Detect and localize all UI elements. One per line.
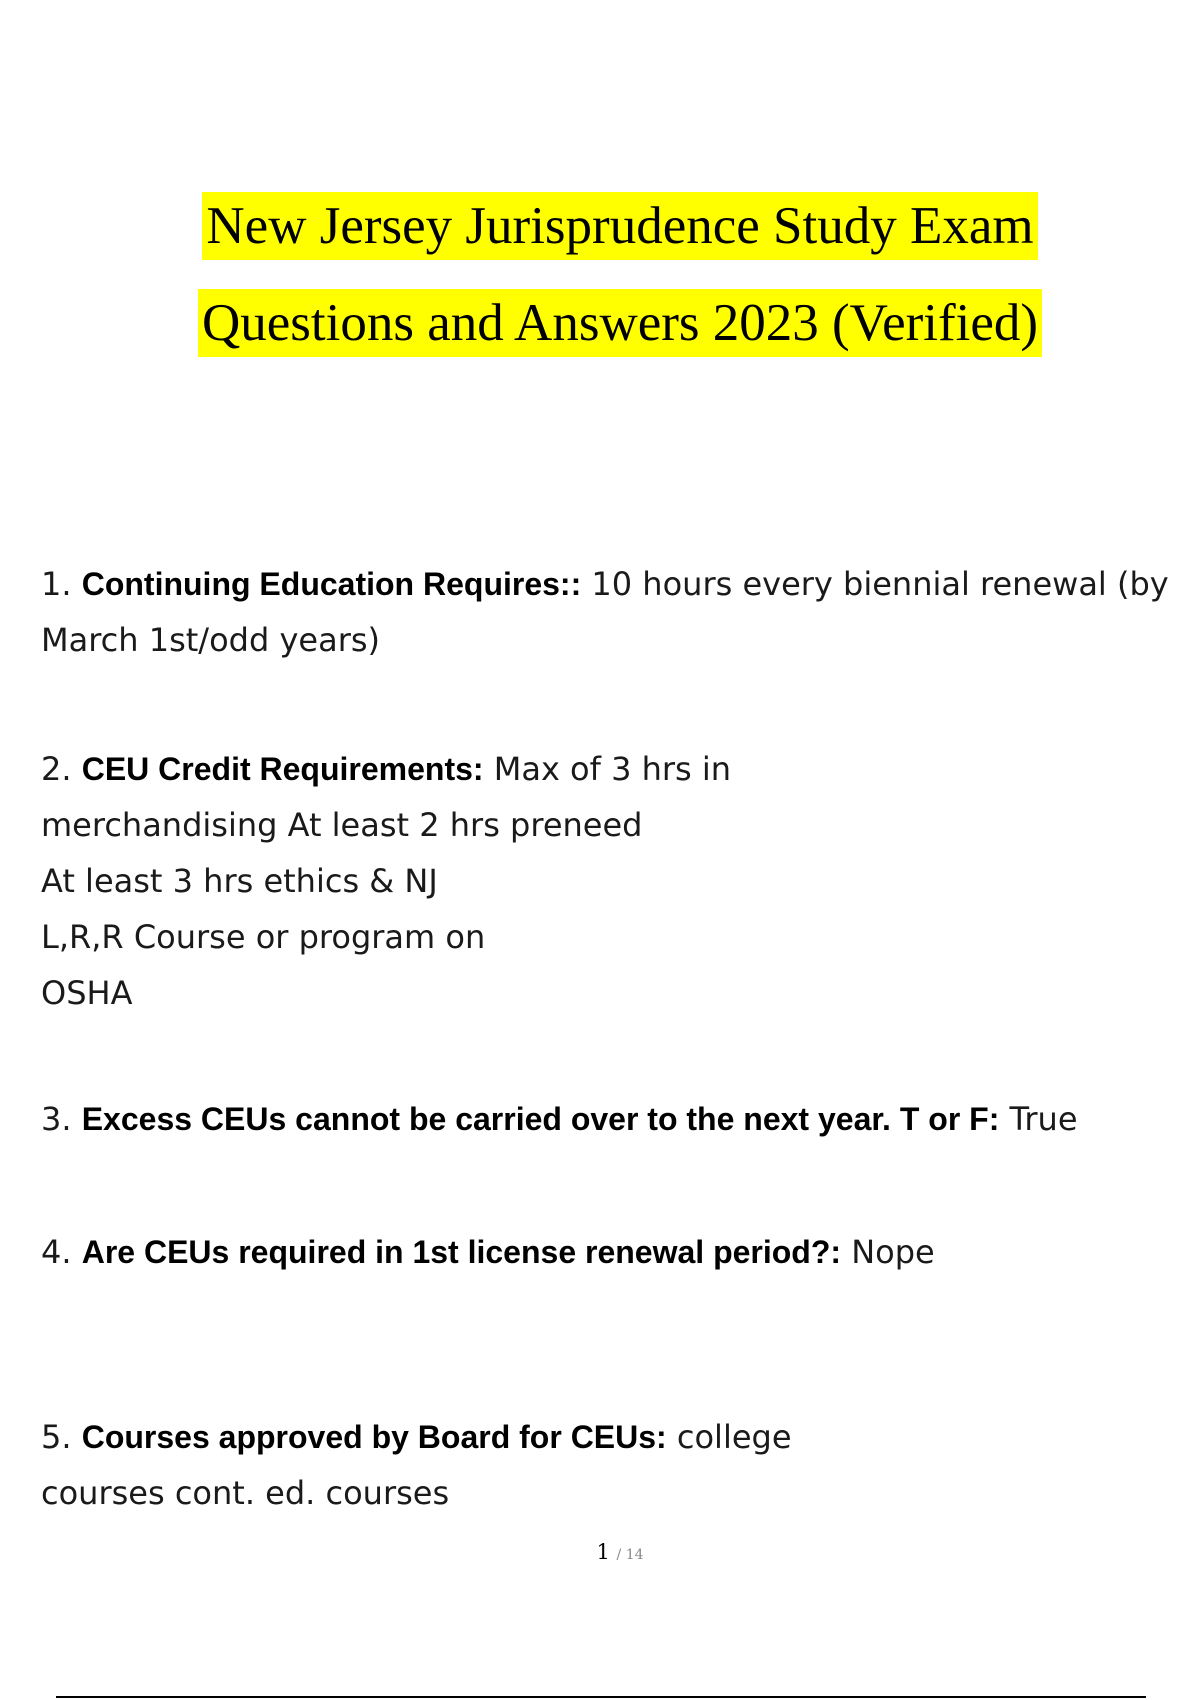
answer-text: L,R,R Course or program on — [41, 918, 486, 956]
question-text: CEU Credit Requirements: — [81, 751, 484, 787]
document-title — [0, 178, 1200, 372]
answer-text: True — [1009, 1100, 1078, 1138]
qa-item-2 — [41, 741, 1181, 1021]
answer-text: Nope — [851, 1233, 935, 1271]
question-number: 2. — [41, 750, 72, 788]
question-number: 4. — [41, 1233, 72, 1271]
answer-text: merchandising At least 2 hrs preneed — [41, 806, 643, 844]
page-number — [0, 1540, 1200, 1564]
question-text: Are CEUs required in 1st license renewal period?: — [81, 1234, 842, 1270]
qa-item-1 — [41, 556, 1181, 668]
question-number: 1. — [41, 565, 72, 603]
answer-text: OSHA — [41, 974, 133, 1012]
title-line-1: New Jersey Jurisprudence Study Exam — [202, 192, 1037, 260]
question-number: 3. — [41, 1100, 72, 1138]
question-text: Excess CEUs cannot be carried over to the next year. T or F: — [81, 1101, 1000, 1137]
title-line-2: Questions and Answers 2023 (Verified) — [198, 289, 1042, 357]
question-text: Continuing Education Requires:: — [81, 566, 582, 602]
qa-item-4 — [41, 1224, 1181, 1280]
answer-text: 10 hours every biennial renewal (by — [591, 565, 1169, 603]
question-text: Courses approved by Board for CEUs: — [81, 1419, 667, 1455]
answer-text: college — [676, 1418, 792, 1456]
qa-item-3 — [41, 1091, 1181, 1147]
answer-text: At least 3 hrs ethics & NJ — [41, 862, 438, 900]
page-current: 1 — [596, 1540, 610, 1564]
answer-text: courses cont. ed. courses — [41, 1474, 450, 1512]
page-total: / 14 — [616, 1547, 644, 1563]
page-divider — [56, 1696, 1146, 1698]
answer-text: Max of 3 hrs in — [493, 750, 732, 788]
answer-text: March 1st/odd years) — [41, 621, 380, 659]
question-number: 5. — [41, 1418, 72, 1456]
qa-item-5 — [41, 1409, 1181, 1521]
